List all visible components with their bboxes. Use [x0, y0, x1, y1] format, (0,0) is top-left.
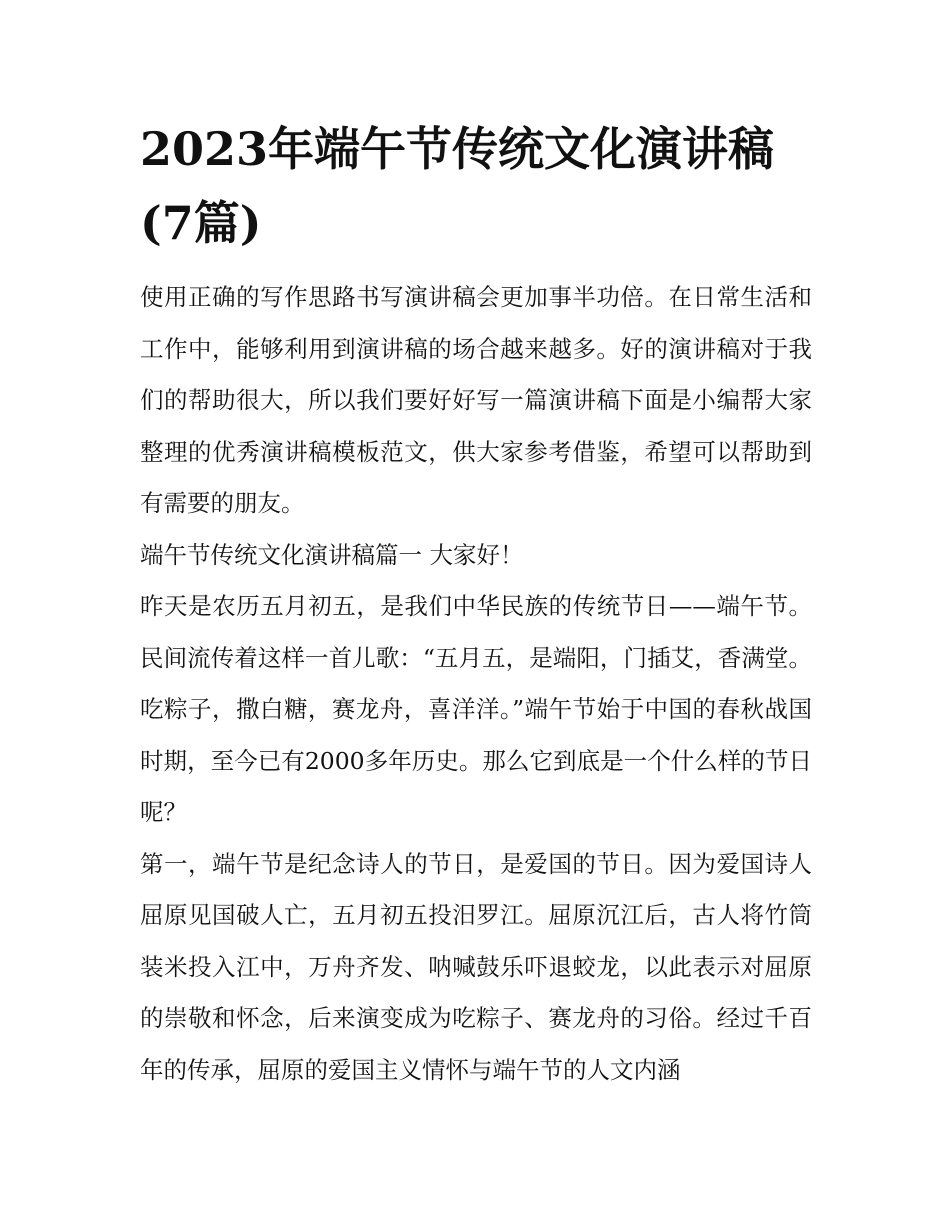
- body-paragraph-2: 第一，端午节是纪念诗人的节日，是爱国的节日。因为爱国诗人屈原见国破人亡，五月初五投汨罗江。屈原沉江后，古人将竹筒装米投入江中，万舟齐发、呐喊鼓乐吓退蛟龙，以此表示对屈原的崇敬和怀念，后来演变成为吃粽子、赛龙舟的习俗。经过千百年的传承，屈原的爱国主义情怀与端午节的人文内涵: [140, 849, 812, 1084]
- document-body: [140, 112, 812, 1096]
- intro-paragraph: 使用正确的写作思路书写演讲稿会更加事半功倍。在日常生活和工作中，能够利用到演讲稿的场合越来越多。好的演讲稿对于我们的帮助很大，所以我们要好好写一篇演讲稿下面是小编帮大家整理的优秀演讲稿模板范文，供大家参考借鉴，希望可以帮助到有需要的朋友。: [140, 283, 812, 517]
- section-heading-paragraph: 端午节传统文化演讲稿篇一 大家好！: [140, 540, 524, 569]
- body-paragraph-1: 昨天是农历五月初五，是我们中华民族的传统节日——端午节。民间流传着这样一首儿歌：“五月五，是端阳，门插艾，香满堂。吃粽子，撒白糖，赛龙舟，喜洋洋。”端午节始于中国的春秋战国时期，至今已有2000多年历史。那么它到底是一个什么样的节日呢？: [140, 592, 812, 826]
- document-title: 2023年端午节传统文化演讲稿(7篇): [140, 122, 775, 250]
